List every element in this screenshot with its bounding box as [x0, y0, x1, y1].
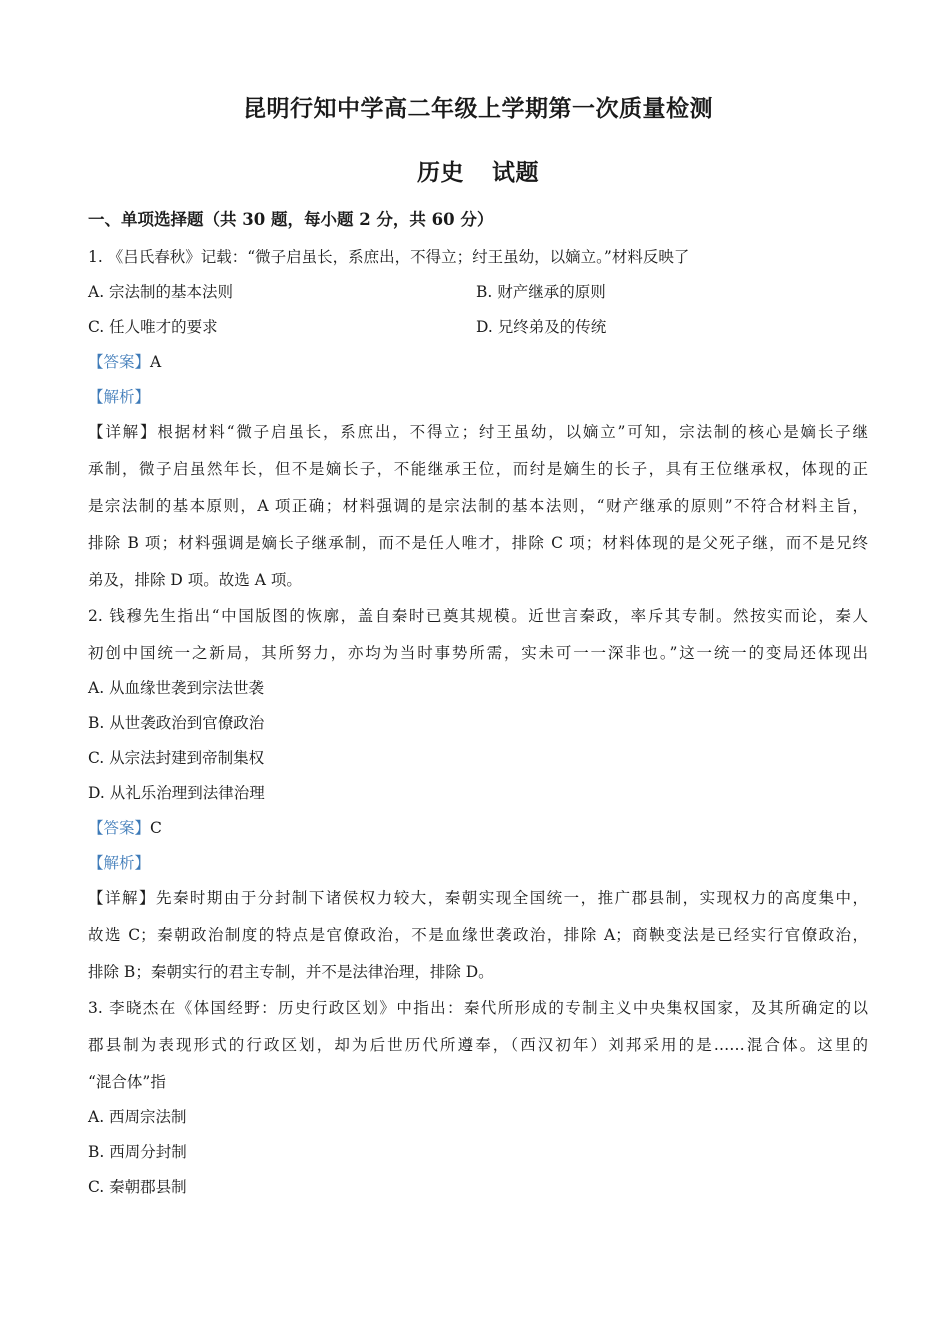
q3-option-b: B. 西周分封制	[88, 1143, 187, 1161]
q2-option-c: C. 从宗法封建到帝制集权	[88, 749, 265, 767]
q2-stem-line: 初创中国统一之新局，其所努力，亦均为当时事势所需，实未可一一深非也。”这一统一的变局还体现出	[88, 644, 868, 662]
q2-option-a: A. 从血缘世袭到宗法世袭	[88, 679, 265, 697]
detail-text: 根据材料“微子启虽长，系庶出，不得立；纣王虽幼，以嫡立”可知，宗法制的核心是嫡长子继	[157, 423, 868, 441]
q1-detail-line: 弟及，排除 D 项。故选 A 项。	[88, 571, 302, 589]
q1-detail-line: 排除 B 项；材料强调是嫡长子继承制，而不是任人唯才，排除 C 项；材料体现的是父死子继，而不是兄终	[88, 534, 868, 552]
q1-option-a: A. 宗法制的基本法则	[88, 283, 234, 301]
q1-answer	[88, 352, 161, 372]
q2-detail-line	[88, 888, 868, 908]
q1-option-c: C. 任人唯才的要求	[88, 318, 218, 336]
q2-option-d: D. 从礼乐治理到法律治理	[88, 784, 265, 802]
q3-stem-line: 3. 李晓杰在《体国经野：历史行政区划》中指出：秦代所形成的专制主义中央集权国家，及其所确定的以	[88, 999, 868, 1017]
detail-tag: 【详解】	[88, 423, 158, 441]
paper-name: 试题	[492, 159, 539, 186]
detail-tag: 【详解】	[88, 889, 156, 907]
answer-tag: 【答案】	[88, 819, 151, 837]
q2-detail-line: 排除 B；秦朝实行的君主专制，并不是法律治理，排除 D。	[88, 963, 494, 981]
q1-stem: 1. 《吕氏春秋》记载：“微子启虽长，系庶出，不得立；纣王虽幼，以嫡立。”材料反映了	[88, 248, 690, 266]
answer-tag: 【答案】	[88, 353, 151, 371]
q3-option-c: C. 秦朝郡县制	[88, 1178, 187, 1196]
q2-detail-line: 故选 C；秦朝政治制度的特点是官僚政治，不是血缘世袭政治，排除 A；商鞅变法是已经实行官僚政治，	[88, 926, 868, 944]
q3-stem-line: 郡县制为表现形式的行政区划，却为后世历代所遵奉，（西汉初年）刘邦采用的是……混合体。这里的	[88, 1036, 868, 1054]
q1-detail-line: 承制，微子启虽然年长，但不是嫡长子，不能继承王位，而纣是嫡生的长子，具有王位继承权，体现的正	[88, 460, 868, 478]
answer-value: C	[150, 819, 162, 837]
q2-analysis-tag: 【解析】	[88, 854, 151, 872]
q1-detail-line	[88, 422, 868, 442]
q2-stem-line: 2. 钱穆先生指出“中国版图的恢廓，盖自秦时已奠其规模。近世言秦政，率斥其专制。然按实而论，秦人	[88, 607, 868, 625]
detail-text: 先秦时期由于分封制下诸侯权力较大，秦朝实现全国统一，推广郡县制，实现权力的高度集中，	[155, 889, 868, 907]
q1-analysis-tag: 【解析】	[88, 388, 151, 406]
school-title: 昆明行知中学高二年级上学期第一次质量检测	[243, 95, 713, 122]
subject-title	[88, 154, 868, 187]
q2-option-b: B. 从世袭政治到官僚政治	[88, 714, 265, 732]
q3-option-a: A. 西周宗法制	[88, 1108, 187, 1126]
subject-name: 历史	[417, 159, 464, 186]
q2-answer	[88, 818, 162, 838]
q1-detail-line: 是宗法制的基本原则，A 项正确；材料强调的是宗法制的基本法则，“财产继承的原则”不符合材料主旨，	[88, 497, 868, 515]
section-heading: 一、单项选择题（共 30 题，每小题 2 分，共 60 分）	[88, 210, 494, 229]
q1-option-d: D. 兄终弟及的传统	[476, 318, 607, 336]
answer-value: A	[150, 353, 162, 371]
q3-stem-line: “混合体”指	[88, 1073, 166, 1091]
q1-option-b: B. 财产继承的原则	[476, 283, 606, 301]
